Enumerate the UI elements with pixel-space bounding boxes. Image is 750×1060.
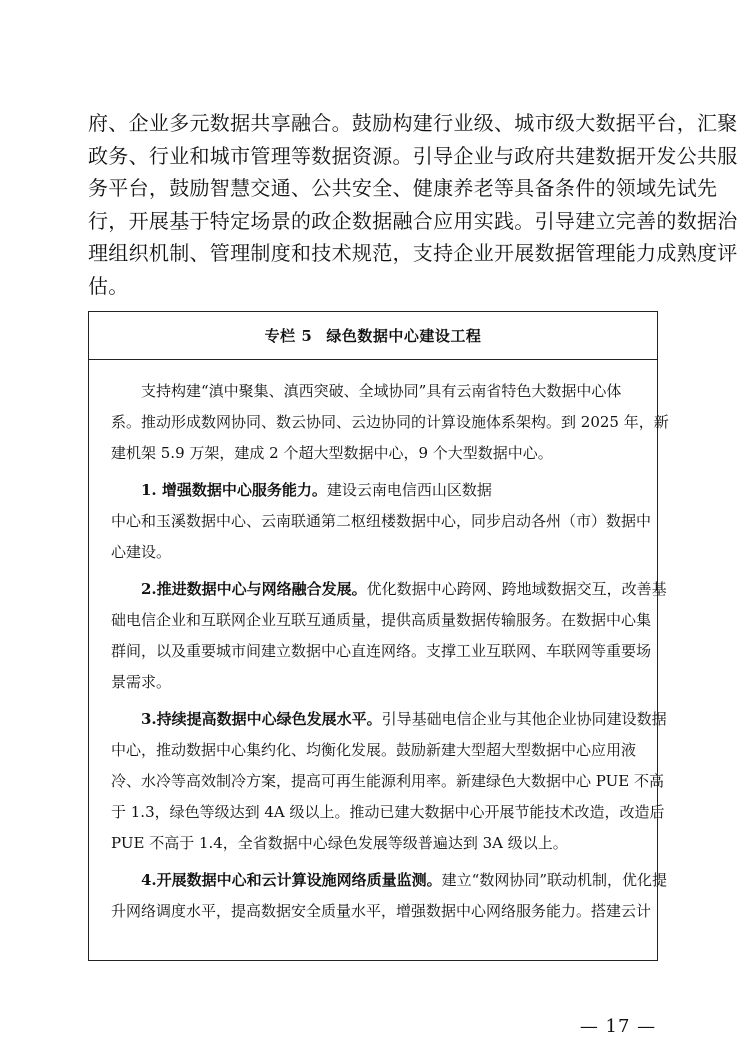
column-box	[88, 311, 669, 961]
column-label: 专栏 5	[264, 327, 313, 345]
intro-paragraph	[88, 107, 738, 302]
text-line: 政务、行业和城市管理等数据资源。引导企业与政府共建数据开发公共服	[88, 143, 738, 168]
overview-paragraph	[111, 376, 669, 469]
text-line: 于 1.3，绿色等级达到 4A 级以上。推动已建大数据中心开展节能技术改造，改造后	[111, 803, 665, 821]
text-line: 理组织机制、管理制度和技术规范，支持企业开展数据管理能力成熟度评	[88, 241, 738, 265]
item-4-paragraph	[111, 865, 668, 927]
item-lead: 3.持续提高数据中心绿色发展水平。	[141, 710, 382, 728]
text-line	[111, 574, 667, 605]
text-line: PUE 不高于 1.4，全省数据中心绿色发展等级普遍达到 3A 级以上。	[111, 834, 568, 852]
text-line: 中心，推动数据中心集约化、均衡化发展。鼓励新建大型超大型数据中心应用液	[111, 741, 637, 759]
text-line: 府、企业多元数据共享融合。鼓励构建行业级、城市级大数据平台，汇聚	[88, 111, 738, 135]
text-line: 估。	[88, 273, 129, 298]
text-line: 景需求。	[111, 673, 172, 691]
item-3-paragraph	[111, 704, 667, 859]
text-line: 建机架 5.9 万架，建成 2 个超大型数据中心，9 个大型数据中心。	[111, 444, 553, 462]
item-text: 建设云南电信西山区数据	[326, 481, 492, 499]
item-text: 优化数据中心跨网、跨地域数据交互，改善基	[366, 580, 667, 598]
item-text: 引导基础电信企业与其他企业协同建设数据	[381, 710, 667, 728]
text-line: 务平台，鼓励智慧交通、公共安全、健康养老等具备条件的领域先试先	[88, 176, 718, 200]
item-lead: 2.推进数据中心与网络融合发展。	[141, 580, 367, 598]
page-number: — 17 —	[579, 1016, 657, 1037]
column-box-header	[89, 312, 657, 360]
item-1-paragraph	[111, 475, 652, 568]
item-text: 建立“数网协同”联动机制，优化提	[441, 871, 668, 889]
column-title: 绿色数据中心建设工程	[326, 327, 482, 345]
text-line: 冷、水冷等高效制冷方案，提高可再生能源利用率。新建绿色大数据中心 PUE 不高	[111, 772, 664, 790]
text-line	[111, 475, 637, 506]
text-line: 支持构建“滇中聚集、滇西突破、全域协同”具有云南省特色大数据中心体	[141, 382, 622, 400]
text-line	[111, 865, 668, 896]
text-line: 升网络调度水平，提高数据安全质量水平，增强数据中心网络服务能力。搭建云计	[111, 902, 652, 920]
text-line: 础电信企业和互联网企业互联互通质量，提供高质量数据传输服务。在数据中心集	[111, 611, 652, 629]
text-line: 群间，以及重要城市间建立数据中心直连网络。支撑工业互联网、车联网等重要场	[111, 642, 652, 660]
item-2-paragraph	[111, 574, 667, 698]
item-lead: 1. 增强数据中心服务能力。	[141, 481, 327, 499]
column-box-body	[89, 360, 669, 927]
text-line: 行，开展基于特定场景的政企数据融合应用实践。引导建立完善的数据治	[88, 208, 738, 233]
text-line: 中心和玉溪数据中心、云南联通第二枢纽楼数据中心，同步启动各州（市）数据中	[111, 512, 652, 530]
text-line: 心建设。	[111, 543, 172, 561]
text-line: 系。推动形成数网协同、数云协同、云边协同的计算设施体系架构。到 2025 年，新	[111, 413, 669, 431]
text-line	[111, 704, 667, 735]
item-lead: 4.开展数据中心和云计算设施网络质量监测。	[141, 871, 442, 889]
